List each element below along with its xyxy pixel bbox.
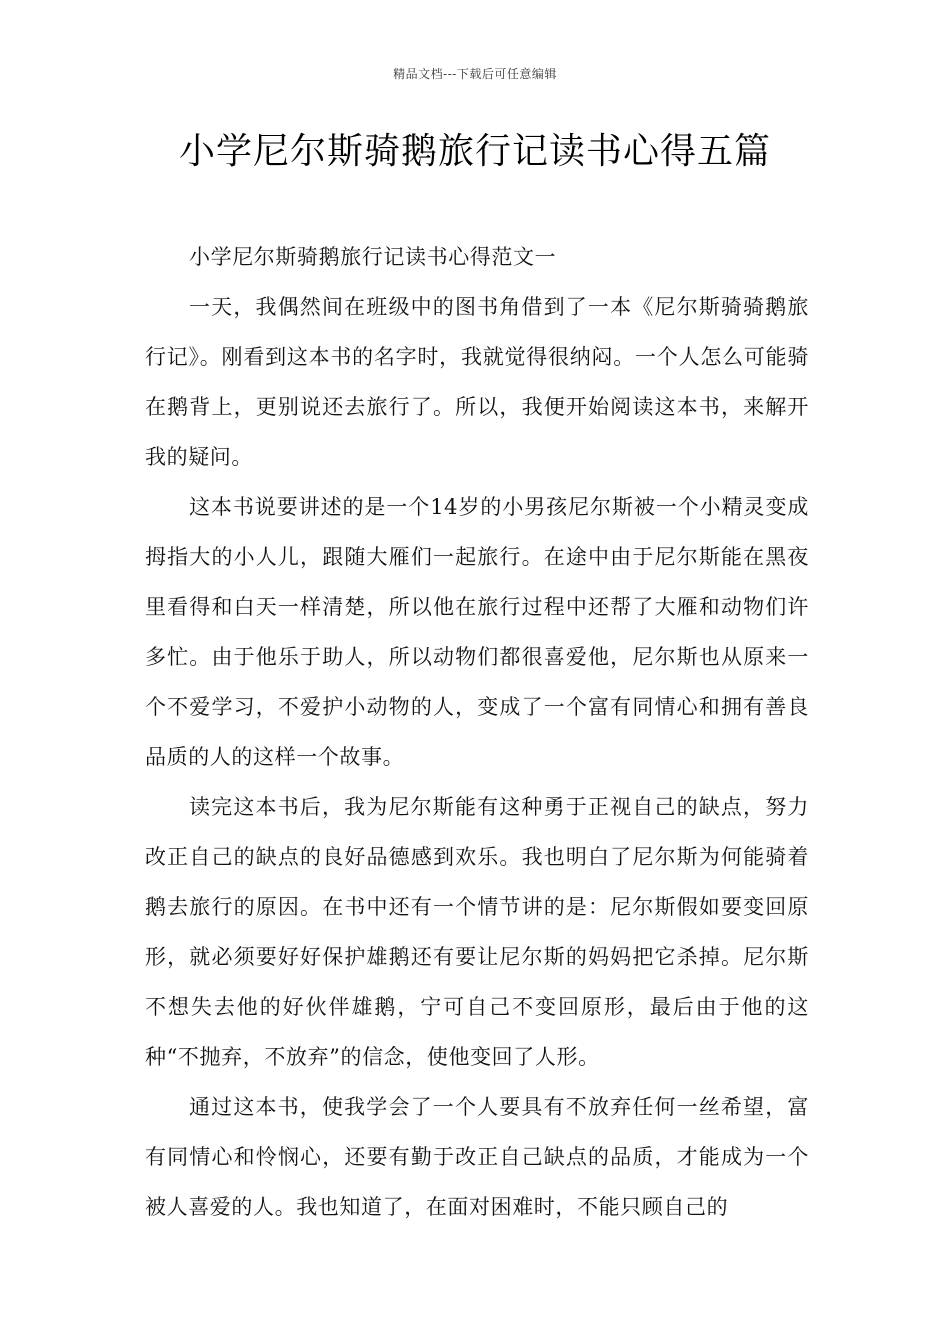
paragraph: 这本书说要讲述的是一个14岁的小男孩尼尔斯被一个小精灵变成拇指大的小人儿，跟随大雁们一起旅行。在途中由于尼尔斯能在黑夜里看得和白天一样清楚，所以他在旅行过程中还帮了大雁和动物们许多忙。由于他乐于助人，所以动物们都很喜爱他，尼尔斯也从原来一个不爱学习，不爱护小动物的人，变成了一个富有同情心和拥有善良品质的人的这样一个故事。 xyxy=(145,495,809,769)
paragraph: 读完这本书后，我为尼尔斯能有这种勇于正视自己的缺点，努力改正自己的缺点的良好品德感到欢乐。我也明白了尼尔斯为何能骑着鹅去旅行的原因。在书中还有一个情节讲的是：尼尔斯假如要变回原形，就必须要好好保护雄鹅还有要让尼尔斯的妈妈把它杀掉。尼尔斯不想失去他的好伙伴雄鹅，宁可自己不变回原形，最后由于他的这种“不抛弃，不放弃”的信念，使他变回了人形。 xyxy=(145,795,809,1069)
document-body xyxy=(145,232,809,1232)
paragraph: 一天，我偶然间在班级中的图书角借到了一本《尼尔斯骑骑鹅旅行记》。刚看到这本书的名字时，我就觉得很纳闷。一个人怎么可能骑在鹅背上，更别说还去旅行了。所以，我便开始阅读这本书，来解开我的疑问。 xyxy=(145,295,809,469)
header-note: 精品文档---下载后可任意编辑 xyxy=(393,67,557,81)
paragraph: 通过这本书，使我学会了一个人要具有不放弃任何一丝希望，富有同情心和怜悯心，还要有勤于改正自己缺点的品质，才能成为一个被人喜爱的人。我也知道了，在面对困难时，不能只顾自己的 xyxy=(145,1095,809,1219)
document-title: 小学尼尔斯骑鹅旅行记读书心得五篇 xyxy=(178,131,771,172)
section-heading: 小学尼尔斯骑鹅旅行记读书心得范文一 xyxy=(189,245,557,269)
